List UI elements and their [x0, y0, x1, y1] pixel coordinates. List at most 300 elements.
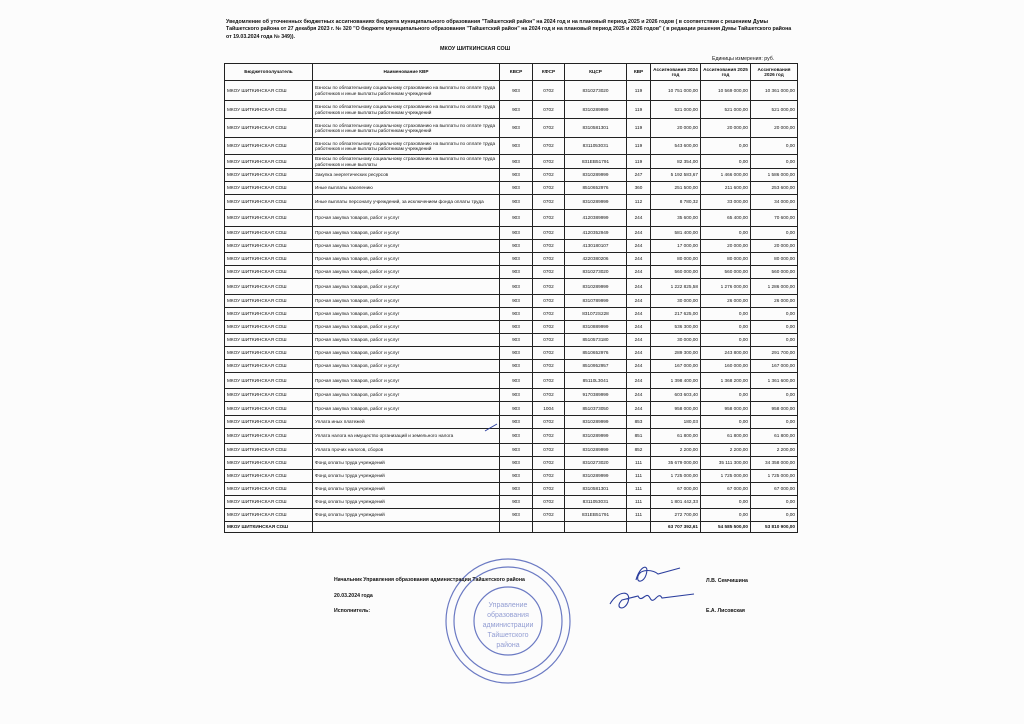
cell-kcsr: 8510652976 — [565, 347, 627, 360]
cell-kfsr: 0702 — [533, 155, 565, 169]
cell-recipient: МКОУ ШИТКИНСКАЯ СОШ — [225, 101, 313, 119]
cell-amount-2025: 2 200,00 — [701, 444, 751, 457]
cell-kcsr: 8310289999 — [565, 444, 627, 457]
table-row — [225, 119, 798, 138]
cell-kvr: 244 — [627, 360, 651, 373]
cell-kvr: 851 — [627, 429, 651, 444]
table-row — [225, 373, 798, 389]
cell-kfsr: 0702 — [533, 496, 565, 509]
cell-amount-2026: 61 800,00 — [751, 429, 798, 444]
total-amount-2024: 63 707 392,61 — [651, 522, 701, 533]
handwritten-signature — [606, 560, 696, 616]
cell-kvr-name: Фонд оплаты труда учреждений — [313, 509, 500, 522]
cell-kvr: 119 — [627, 138, 651, 155]
cell-kcsr: 8310289999 — [565, 429, 627, 444]
cell-kvr-name: Фонд оплаты труда учреждений — [313, 496, 500, 509]
cell-kcsr: 8310289999 — [565, 169, 627, 182]
table-row — [225, 182, 798, 195]
cell-kfsr: 0702 — [533, 308, 565, 321]
cell-kfsr: 0702 — [533, 444, 565, 457]
cell-kvsr: 903 — [500, 321, 533, 334]
cell-kfsr: 0702 — [533, 101, 565, 119]
cell-kvsr: 903 — [500, 373, 533, 389]
cell-amount-2026: 0,00 — [751, 496, 798, 509]
cell-kvr-name: Прочая закупка товаров, работ и услуг — [313, 347, 500, 360]
table-row — [225, 155, 798, 169]
cell-amount-2025: 10 569 000,00 — [701, 81, 751, 101]
cell-kvr-name: Прочая закупка товаров, работ и услуг — [313, 210, 500, 227]
table-row — [225, 470, 798, 483]
cell-kcsr: 831ЕВ51791 — [565, 509, 627, 522]
svg-text:администрации: администрации — [482, 622, 534, 629]
cell-amount-2026: 34 000,00 — [751, 195, 798, 210]
cell-kvr: 112 — [627, 195, 651, 210]
cell-amount-2026: 0,00 — [751, 334, 798, 347]
head-title: Начальник Управления образования администрации Тайшетского района — [334, 577, 525, 583]
cell-kcsr: 8310289999 — [565, 470, 627, 483]
cell-amount-2025: 61 800,00 — [701, 429, 751, 444]
cell-recipient: МКОУ ШИТКИНСКАЯ СОШ — [225, 119, 313, 138]
cell-recipient: МКОУ ШИТКИНСКАЯ СОШ — [225, 253, 313, 266]
cell-kcsr: 831072S228 — [565, 308, 627, 321]
cell-kfsr: 0702 — [533, 266, 565, 279]
cell-kvsr: 903 — [500, 195, 533, 210]
cell-kvr-name: Взносы по обязательному социальному страхованию на выплаты по оплате труда работников и иные выплаты работникам учреждений — [313, 119, 500, 138]
cell-kfsr: 0702 — [533, 240, 565, 253]
column-header-kfsr: КФСР — [533, 64, 565, 81]
svg-text:образования: образования — [487, 612, 529, 619]
cell-kcsr: 4120352949 — [565, 227, 627, 240]
table-row — [225, 444, 798, 457]
cell-kvsr: 903 — [500, 334, 533, 347]
cell-kcsr: 4130180107 — [565, 240, 627, 253]
cell-kvsr: 903 — [500, 138, 533, 155]
cell-amount-2024: 17 000,00 — [651, 240, 701, 253]
cell-amount-2025: 33 000,00 — [701, 195, 751, 210]
cell-kvsr: 903 — [500, 253, 533, 266]
cell-amount-2026: 0,00 — [751, 308, 798, 321]
table-row — [225, 266, 798, 279]
table-row — [225, 429, 798, 444]
cell-kcsr: 8311053031 — [565, 138, 627, 155]
cell-amount-2024: 536 300,00 — [651, 321, 701, 334]
cell-kvr: 244 — [627, 308, 651, 321]
cell-kvsr: 903 — [500, 182, 533, 195]
cell-kvr-name: Взносы по обязательному социальному страхованию на выплаты по оплате труда работников и иные выплаты работникам учреждений — [313, 138, 500, 155]
cell-kvsr: 903 — [500, 470, 533, 483]
table-row — [225, 347, 798, 360]
cell-kvr: 244 — [627, 334, 651, 347]
cell-kvr-name: Прочая закупка товаров, работ и услуг — [313, 266, 500, 279]
cell-kvr-name: Прочая закупка товаров, работ и услуг — [313, 360, 500, 373]
cell-kvr-name: Прочая закупка товаров, работ и услуг — [313, 253, 500, 266]
cell-kcsr: 8510373050 — [565, 402, 627, 416]
cell-kvr: 119 — [627, 119, 651, 138]
cell-amount-2026: 2 200,00 — [751, 444, 798, 457]
table-header-row — [225, 64, 798, 81]
cell-amount-2025: 160 000,00 — [701, 360, 751, 373]
assignments-table — [224, 63, 798, 533]
cell-kvsr: 903 — [500, 429, 533, 444]
total-amount-2025: 54 585 500,00 — [701, 522, 751, 533]
svg-text:Управление: Управление — [488, 602, 528, 609]
table-row — [225, 334, 798, 347]
cell-kcsr: 8310789999 — [565, 295, 627, 308]
cell-kfsr: 0702 — [533, 360, 565, 373]
cell-kvr-name: Прочая закупка товаров, работ и услуг — [313, 373, 500, 389]
cell-kfsr: 0702 — [533, 347, 565, 360]
table-row — [225, 195, 798, 210]
cell-recipient: МКОУ ШИТКИНСКАЯ СОШ — [225, 509, 313, 522]
cell-kvr: 244 — [627, 347, 651, 360]
cell-amount-2026: 26 000,00 — [751, 295, 798, 308]
cell-kfsr: 0702 — [533, 429, 565, 444]
cell-amount-2026: 0,00 — [751, 138, 798, 155]
total-kvr-name — [313, 522, 500, 533]
cell-kvr: 853 — [627, 416, 651, 429]
cell-recipient: МКОУ ШИТКИНСКАЯ СОШ — [225, 470, 313, 483]
cell-amount-2025: 0,00 — [701, 138, 751, 155]
cell-amount-2025: 65 400,00 — [701, 210, 751, 227]
cell-kvr-name: Иные выплаты персоналу учреждений, за исключением фонда оплаты труда — [313, 195, 500, 210]
cell-kvsr: 903 — [500, 210, 533, 227]
column-header-kcsr: КЦСР — [565, 64, 627, 81]
cell-amount-2026: 0,00 — [751, 227, 798, 240]
cell-recipient: МКОУ ШИТКИНСКАЯ СОШ — [225, 169, 313, 182]
table-row — [225, 210, 798, 227]
cell-recipient: МКОУ ШИТКИНСКАЯ СОШ — [225, 373, 313, 389]
cell-kfsr: 0702 — [533, 138, 565, 155]
cell-amount-2024: 560 000,00 — [651, 266, 701, 279]
cell-amount-2026: 0,00 — [751, 416, 798, 429]
cell-amount-2026: 253 600,00 — [751, 182, 798, 195]
cell-kvr: 244 — [627, 266, 651, 279]
cell-recipient: МКОУ ШИТКИНСКАЯ СОШ — [225, 155, 313, 169]
cell-amount-2025: 0,00 — [701, 155, 751, 169]
column-header-2026: Ассигнования 2026 год — [751, 64, 798, 81]
document-header: Уведомление об уточненных бюджетных ассигнованиях бюджета муниципального образования "Тайшетский район" на 2024 год и на плановый период 2025 и 2026 годов ( в соответствии с решением Думы Тайшетского района от 27 декабря 2023 г. № 320 "О бюджете муниципального образования "Тайшетский район" на 2024 год и на плановый период 2025 и 2026 годов" ( в редакции решения Думы Тайшетского района от 19.03.2024 года № 349)). — [226, 19, 792, 40]
table-row — [225, 81, 798, 101]
cell-kvsr: 903 — [500, 416, 533, 429]
cell-amount-2025: 958 000,00 — [701, 402, 751, 416]
units-note: Единицы измерения: руб. — [712, 56, 775, 62]
head-name: Л.В. Семчишина — [706, 578, 748, 584]
cell-amount-2025: 20 000,00 — [701, 240, 751, 253]
cell-kcsr: 8510952957 — [565, 360, 627, 373]
cell-kvsr: 903 — [500, 101, 533, 119]
column-header-kvr-name: Наименование КВР — [313, 64, 500, 81]
table-row — [225, 101, 798, 119]
cell-recipient: МКОУ ШИТКИНСКАЯ СОШ — [225, 240, 313, 253]
cell-amount-2024: 289 300,00 — [651, 347, 701, 360]
cell-kvr-name: Фонд оплаты труда учреждений — [313, 483, 500, 496]
cell-amount-2024: 35 679 000,00 — [651, 457, 701, 470]
cell-kvr: 244 — [627, 227, 651, 240]
cell-kvr-name: Взносы по обязательному социальному страхованию на выплаты по оплате труда работников и иные выплаты работникам учреждений — [313, 81, 500, 101]
cell-recipient: МКОУ ШИТКИНСКАЯ СОШ — [225, 360, 313, 373]
svg-text:Тайшетского: Тайшетского — [487, 632, 529, 639]
cell-amount-2024: 20 000,00 — [651, 119, 701, 138]
cell-amount-2024: 80 000,00 — [651, 253, 701, 266]
cell-kfsr: 0702 — [533, 169, 565, 182]
cell-kfsr: 0702 — [533, 295, 565, 308]
cell-recipient: МКОУ ШИТКИНСКАЯ СОШ — [225, 334, 313, 347]
cell-recipient: МКОУ ШИТКИНСКАЯ СОШ — [225, 295, 313, 308]
cell-amount-2024: 180,03 — [651, 416, 701, 429]
cell-amount-2025: 0,00 — [701, 509, 751, 522]
cell-amount-2025: 0,00 — [701, 389, 751, 402]
cell-kvr: 244 — [627, 389, 651, 402]
cell-amount-2025: 1 276 000,00 — [701, 279, 751, 295]
cell-kcsr: 8310289999 — [565, 101, 627, 119]
cell-kcsr: 8310273020 — [565, 81, 627, 101]
cell-amount-2026: 291 700,00 — [751, 347, 798, 360]
cell-kvsr: 903 — [500, 444, 533, 457]
cell-kvr: 111 — [627, 509, 651, 522]
cell-kcsr: 85110L3041 — [565, 373, 627, 389]
cell-amount-2026: 20 000,00 — [751, 119, 798, 138]
cell-kvr-name: Прочая закупка товаров, работ и услуг — [313, 279, 500, 295]
cell-kvsr: 903 — [500, 266, 533, 279]
table-row — [225, 360, 798, 373]
cell-recipient: МКОУ ШИТКИНСКАЯ СОШ — [225, 227, 313, 240]
table-row — [225, 227, 798, 240]
cell-kcsr: 8310889999 — [565, 321, 627, 334]
cell-amount-2025: 0,00 — [701, 334, 751, 347]
cell-kcsr: 8310289999 — [565, 279, 627, 295]
cell-kcsr: 4220380206 — [565, 253, 627, 266]
cell-amount-2024: 543 600,00 — [651, 138, 701, 155]
cell-recipient: МКОУ ШИТКИНСКАЯ СОШ — [225, 138, 313, 155]
cell-kvsr: 903 — [500, 389, 533, 402]
table-row — [225, 509, 798, 522]
cell-kcsr: 4120389999 — [565, 210, 627, 227]
cell-kvsr: 903 — [500, 360, 533, 373]
cell-kfsr: 0702 — [533, 227, 565, 240]
cell-kvr: 244 — [627, 210, 651, 227]
total-amount-2026: 53 810 900,00 — [751, 522, 798, 533]
pen-mark — [484, 423, 498, 433]
cell-amount-2024: 1 222 825,58 — [651, 279, 701, 295]
cell-amount-2024: 67 000,00 — [651, 483, 701, 496]
document-date: 20.03.2024 года — [334, 593, 373, 599]
total-kvr — [627, 522, 651, 533]
cell-kvr-name: Прочая закупка товаров, работ и услуг — [313, 334, 500, 347]
cell-amount-2026: 80 000,00 — [751, 253, 798, 266]
cell-kvr: 119 — [627, 81, 651, 101]
cell-kcsr: 8310273020 — [565, 457, 627, 470]
table-row — [225, 308, 798, 321]
cell-amount-2025: 1 368 200,00 — [701, 373, 751, 389]
cell-amount-2026: 1 361 600,00 — [751, 373, 798, 389]
cell-kfsr: 0702 — [533, 470, 565, 483]
cell-kvsr: 903 — [500, 457, 533, 470]
cell-recipient: МКОУ ШИТКИНСКАЯ СОШ — [225, 402, 313, 416]
cell-kfsr: 0702 — [533, 334, 565, 347]
cell-kvr: 111 — [627, 496, 651, 509]
table-row — [225, 416, 798, 429]
cell-kvr-name: Прочая закупка товаров, работ и услуг — [313, 227, 500, 240]
cell-kvr-name: Иные выплаты населению — [313, 182, 500, 195]
cell-amount-2026: 1 586 000,00 — [751, 169, 798, 182]
cell-kvsr: 903 — [500, 227, 533, 240]
table-row — [225, 389, 798, 402]
cell-kcsr: 831ЕВ51791 — [565, 155, 627, 169]
cell-kfsr: 0702 — [533, 195, 565, 210]
cell-amount-2026: 1 725 000,00 — [751, 470, 798, 483]
cell-recipient: МКОУ ШИТКИНСКАЯ СОШ — [225, 347, 313, 360]
cell-amount-2024: 217 625,00 — [651, 308, 701, 321]
cell-kvr: 852 — [627, 444, 651, 457]
cell-kfsr: 0702 — [533, 182, 565, 195]
cell-kcsr: 8510573180 — [565, 334, 627, 347]
cell-kfsr: 0702 — [533, 509, 565, 522]
cell-kfsr: 1004 — [533, 402, 565, 416]
cell-recipient: МКОУ ШИТКИНСКАЯ СОШ — [225, 279, 313, 295]
cell-kvr-name: Уплата прочих налогов, сборов — [313, 444, 500, 457]
cell-kfsr: 0702 — [533, 119, 565, 138]
cell-recipient: МКОУ ШИТКИНСКАЯ СОШ — [225, 483, 313, 496]
cell-kvr-name: Прочая закупка товаров, работ и услуг — [313, 402, 500, 416]
cell-amount-2024: 2 200,00 — [651, 444, 701, 457]
cell-amount-2024: 30 000,00 — [651, 295, 701, 308]
cell-recipient: МКОУ ШИТКИНСКАЯ СОШ — [225, 457, 313, 470]
cell-recipient: МКОУ ШИТКИНСКАЯ СОШ — [225, 496, 313, 509]
table-row — [225, 295, 798, 308]
cell-kvsr: 903 — [500, 240, 533, 253]
cell-kvr-name: Прочая закупка товаров, работ и услуг — [313, 295, 500, 308]
cell-amount-2025: 20 000,00 — [701, 119, 751, 138]
total-row — [225, 522, 798, 533]
cell-amount-2024: 167 000,00 — [651, 360, 701, 373]
cell-kvr: 111 — [627, 470, 651, 483]
cell-recipient: МКОУ ШИТКИНСКАЯ СОШ — [225, 389, 313, 402]
cell-kfsr: 0702 — [533, 253, 565, 266]
cell-amount-2025: 35 111 300,00 — [701, 457, 751, 470]
cell-amount-2025: 521 000,00 — [701, 101, 751, 119]
cell-amount-2026: 1 286 000,00 — [751, 279, 798, 295]
cell-recipient: МКОУ ШИТКИНСКАЯ СОШ — [225, 444, 313, 457]
cell-kcsr: 8310581301 — [565, 119, 627, 138]
cell-amount-2024: 272 700,00 — [651, 509, 701, 522]
cell-amount-2024: 5 192 583,67 — [651, 169, 701, 182]
cell-kfsr: 0702 — [533, 210, 565, 227]
table-row — [225, 321, 798, 334]
executor-name: Е.А. Лисовская — [706, 608, 745, 614]
cell-amount-2024: 251 500,00 — [651, 182, 701, 195]
cell-amount-2024: 61 800,00 — [651, 429, 701, 444]
cell-recipient: МКОУ ШИТКИНСКАЯ СОШ — [225, 266, 313, 279]
official-stamp — [442, 555, 574, 687]
organization-title: МКОУ ШИТКИНСКАЯ СОШ — [440, 46, 511, 52]
cell-kvsr: 903 — [500, 295, 533, 308]
cell-kvr: 244 — [627, 295, 651, 308]
cell-kvr-name: Фонд оплаты труда учреждений — [313, 470, 500, 483]
cell-amount-2026: 20 000,00 — [751, 240, 798, 253]
cell-amount-2025: 0,00 — [701, 308, 751, 321]
cell-amount-2024: 10 751 000,00 — [651, 81, 701, 101]
cell-amount-2025: 0,00 — [701, 321, 751, 334]
cell-recipient: МКОУ ШИТКИНСКАЯ СОШ — [225, 308, 313, 321]
cell-kvr: 111 — [627, 457, 651, 470]
cell-kfsr: 0702 — [533, 416, 565, 429]
cell-kvsr: 903 — [500, 402, 533, 416]
cell-kvr-name: Фонд оплаты труда учреждений — [313, 457, 500, 470]
table-row — [225, 138, 798, 155]
cell-kvr: 244 — [627, 373, 651, 389]
cell-kvr: 244 — [627, 321, 651, 334]
cell-recipient: МКОУ ШИТКИНСКАЯ СОШ — [225, 321, 313, 334]
cell-amount-2026: 70 600,00 — [751, 210, 798, 227]
cell-kvr: 111 — [627, 483, 651, 496]
cell-kfsr: 0702 — [533, 389, 565, 402]
cell-recipient: МКОУ ШИТКИНСКАЯ СОШ — [225, 210, 313, 227]
cell-kvr-name: Взносы по обязательному социальному страхованию на выплаты по оплате труда работников и иные выплаты работникам учреждений — [313, 101, 500, 119]
cell-kvsr: 903 — [500, 483, 533, 496]
cell-kvr-name: Прочая закупка товаров, работ и услуг — [313, 321, 500, 334]
cell-kvsr: 903 — [500, 308, 533, 321]
table-row — [225, 240, 798, 253]
cell-kvr: 244 — [627, 402, 651, 416]
cell-kvsr: 903 — [500, 509, 533, 522]
cell-amount-2026: 0,00 — [751, 155, 798, 169]
column-header-recipient: Бюджетополучатель — [225, 64, 313, 81]
total-kcsr — [565, 522, 627, 533]
cell-kvr: 119 — [627, 155, 651, 169]
cell-amount-2025: 1 466 000,00 — [701, 169, 751, 182]
cell-amount-2024: 1 801 442,33 — [651, 496, 701, 509]
cell-kvr-name: Уплата налога на имущество организаций и земельного налога — [313, 429, 500, 444]
cell-amount-2024: 82 354,00 — [651, 155, 701, 169]
cell-kfsr: 0702 — [533, 373, 565, 389]
cell-amount-2026: 560 000,00 — [751, 266, 798, 279]
total-kvsr — [500, 522, 533, 533]
cell-amount-2024: 1 398 400,00 — [651, 373, 701, 389]
cell-kvsr: 903 — [500, 81, 533, 101]
cell-kfsr: 0702 — [533, 81, 565, 101]
cell-amount-2025: 0,00 — [701, 496, 751, 509]
cell-kvr: 244 — [627, 240, 651, 253]
cell-amount-2025: 80 000,00 — [701, 253, 751, 266]
cell-kvr: 360 — [627, 182, 651, 195]
cell-amount-2025: 560 000,00 — [701, 266, 751, 279]
cell-kcsr: 8310289999 — [565, 195, 627, 210]
cell-amount-2024: 1 725 000,00 — [651, 470, 701, 483]
cell-amount-2025: 0,00 — [701, 227, 751, 240]
cell-kcsr: 8310581301 — [565, 483, 627, 496]
cell-kvsr: 903 — [500, 279, 533, 295]
cell-kvr-name: Прочая закупка товаров, работ и услуг — [313, 389, 500, 402]
cell-amount-2026: 0,00 — [751, 321, 798, 334]
cell-kcsr: 8310289999 — [565, 416, 627, 429]
cell-kvsr: 903 — [500, 347, 533, 360]
cell-amount-2026: 958 000,00 — [751, 402, 798, 416]
cell-kvr-name: Взносы по обязательному социальному страхованию на выплаты по оплате труда работников и иные выплаты — [313, 155, 500, 169]
cell-amount-2025: 67 000,00 — [701, 483, 751, 496]
cell-amount-2025: 243 800,00 — [701, 347, 751, 360]
cell-kvsr: 903 — [500, 119, 533, 138]
cell-kvr-name: Закупка энергетических ресурсов — [313, 169, 500, 182]
cell-kvsr: 903 — [500, 496, 533, 509]
cell-kvr: 119 — [627, 101, 651, 119]
cell-kfsr: 0702 — [533, 321, 565, 334]
cell-recipient: МКОУ ШИТКИНСКАЯ СОШ — [225, 429, 313, 444]
table-row — [225, 483, 798, 496]
cell-amount-2024: 581 400,00 — [651, 227, 701, 240]
cell-amount-2024: 521 000,00 — [651, 101, 701, 119]
cell-amount-2025: 1 725 000,00 — [701, 470, 751, 483]
cell-amount-2026: 167 000,00 — [751, 360, 798, 373]
